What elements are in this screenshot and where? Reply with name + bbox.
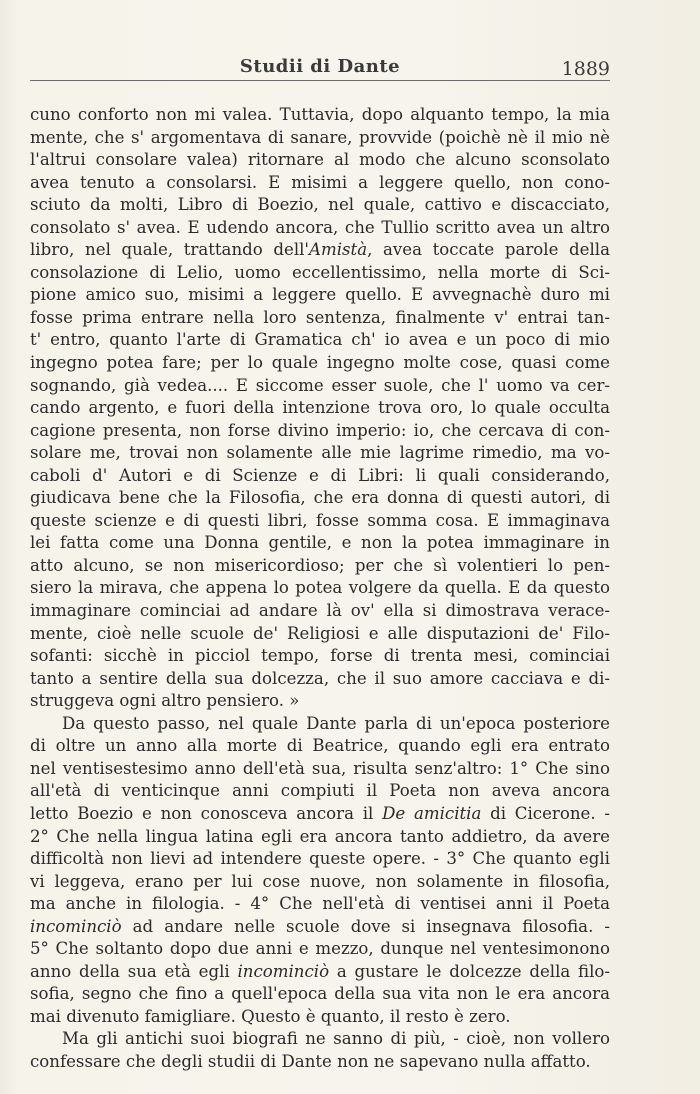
text-line: sciuto da molti, Libro di Boezio, nel quale, cattivo e discacciato, (30, 195, 610, 215)
page-number: 1889 (561, 58, 610, 80)
text-line: tanto a sentire della sua dolcezza, che il suo amore cacciava e di- (30, 668, 610, 688)
text-line: ingegno potea fare; per lo quale ingegno molte cose, quasi come (30, 353, 610, 373)
text-line: mente, cioè nelle scuole de' Religiosi e alle disputazioni de' Filo- (30, 623, 610, 643)
body-text (30, 104, 610, 1074)
text-line: 5° Che soltanto dopo due anni e mezzo, dunque nel ventesimonono (30, 939, 610, 959)
text-line: queste scienze e di questi libri, fosse somma cosa. E immaginava (30, 510, 610, 530)
text-line: ma anche in filologia. - 4° Che nell'età di ventisei anni il Poeta (30, 894, 610, 914)
paragraph (30, 104, 610, 713)
text-line: immaginare cominciai ad andare là ov' ella si dimostrava verace- (30, 601, 610, 621)
text-line: lei fatta come una Donna gentile, e non la potea immaginare in (30, 533, 610, 553)
text-line: siero la mirava, che appena lo potea volgere da quella. E da questo (30, 578, 610, 598)
text-line: incominciò ad andare nelle scuole dove si insegnava filosofia. - (30, 916, 610, 936)
text-line: t' entro, quanto l'arte di Gramatica ch' io avea e un poco di mio (30, 330, 610, 350)
text-line: consolato s' avea. E udendo ancora, che Tullio scritto avea un altro (30, 217, 610, 237)
text-line: confessare che degli studii di Dante non ne sapevano nulla affatto. (30, 1051, 591, 1071)
text-line: atto alcuno, se non misericordioso; per che sì volentieri lo pen- (30, 555, 610, 575)
text-line: Da questo passo, nel quale Dante parla di un'epoca posteriore (62, 713, 610, 733)
text-line: letto Boezio e non conosceva ancora il De amicitia di Cicerone. - (30, 803, 610, 823)
header-rule (30, 80, 610, 81)
text-line: avea tenuto a consolarsi. E misimi a leggere quello, non cono- (30, 172, 610, 192)
text-line: struggeva ogni altro pensiero. » (30, 691, 300, 711)
text-line: sofanti: sicchè in picciol tempo, forse di trenta mesi, cominciai (30, 646, 610, 666)
text-line: libro, nel quale, trattando dell'Amistà, avea toccate parole della (30, 240, 611, 260)
text-line: solare me, trovai non solamente alle mie lagrime rimedio, ma vo- (30, 443, 610, 463)
paragraph (30, 1028, 610, 1073)
text-line: giudicava bene che la Filosofia, che era donna di questi autori, di (30, 488, 610, 508)
text-line: fosse prima entrare nella loro sentenza, finalmente v' entrai tan- (30, 307, 610, 327)
text-line: cuno conforto non mi valea. Tuttavia, dopo alquanto tempo, la mia (30, 105, 610, 124)
text-line: cagione presenta, non forse divino imperio: io, che cercava di con- (30, 420, 610, 440)
text-line: caboli d' Autori e di Scienze e di Libri: li quali considerando, (30, 465, 610, 485)
text-line: di oltre un anno alla morte di Beatrice, quando egli era entrato (30, 736, 610, 756)
text-line: sofia, segno che fino a quell'epoca della sua vita non le era ancora (30, 984, 610, 1004)
text-line: sognando, già vedea.... E siccome esser suole, che l' uomo va cer- (30, 375, 610, 395)
text-line: nel ventisestesimo anno dell'età sua, risulta senz'altro: 1° Che sino (30, 758, 610, 778)
running-title: Studii di Dante (239, 56, 401, 77)
text-line: vi leggeva, erano per lui cose nuove, non solamente in filosofia, (30, 871, 610, 891)
text-line: mente, che s' argomentava di sanare, provvide (poichè nè il mio nè (30, 127, 610, 147)
text-line: pione amico suo, misimi a leggere quello. E avvegnachè duro mi (30, 285, 610, 305)
text-line: Ma gli antichi suoi biografi ne sanno di più, - cioè, non vollero (62, 1029, 610, 1049)
paragraph (30, 713, 610, 1029)
text-line: difficoltà non lievi ad intendere queste opere. - 3° Che quanto egli (30, 849, 610, 869)
text-line: l'altrui consolare valea) ritornare al modo che alcuno sconsolato (30, 150, 610, 170)
text-line: mai divenuto famigliare. Questo è quanto, il resto è zero. (30, 1006, 511, 1026)
text-line: all'età di venticinque anni compiuti il Poeta non aveva ancora (30, 781, 610, 801)
text-line: consolazione di Lelio, uomo eccellentissimo, nella morte di Sci- (30, 262, 610, 282)
text-line: cando argento, e fuori della intenzione trova oro, lo quale occulta (30, 398, 610, 418)
text-line: 2° Che nella lingua latina egli era ancora tanto addietro, da avere (30, 826, 610, 846)
text-line: anno della sua età egli incominciò a gustare le dolcezze della filo- (30, 961, 610, 981)
